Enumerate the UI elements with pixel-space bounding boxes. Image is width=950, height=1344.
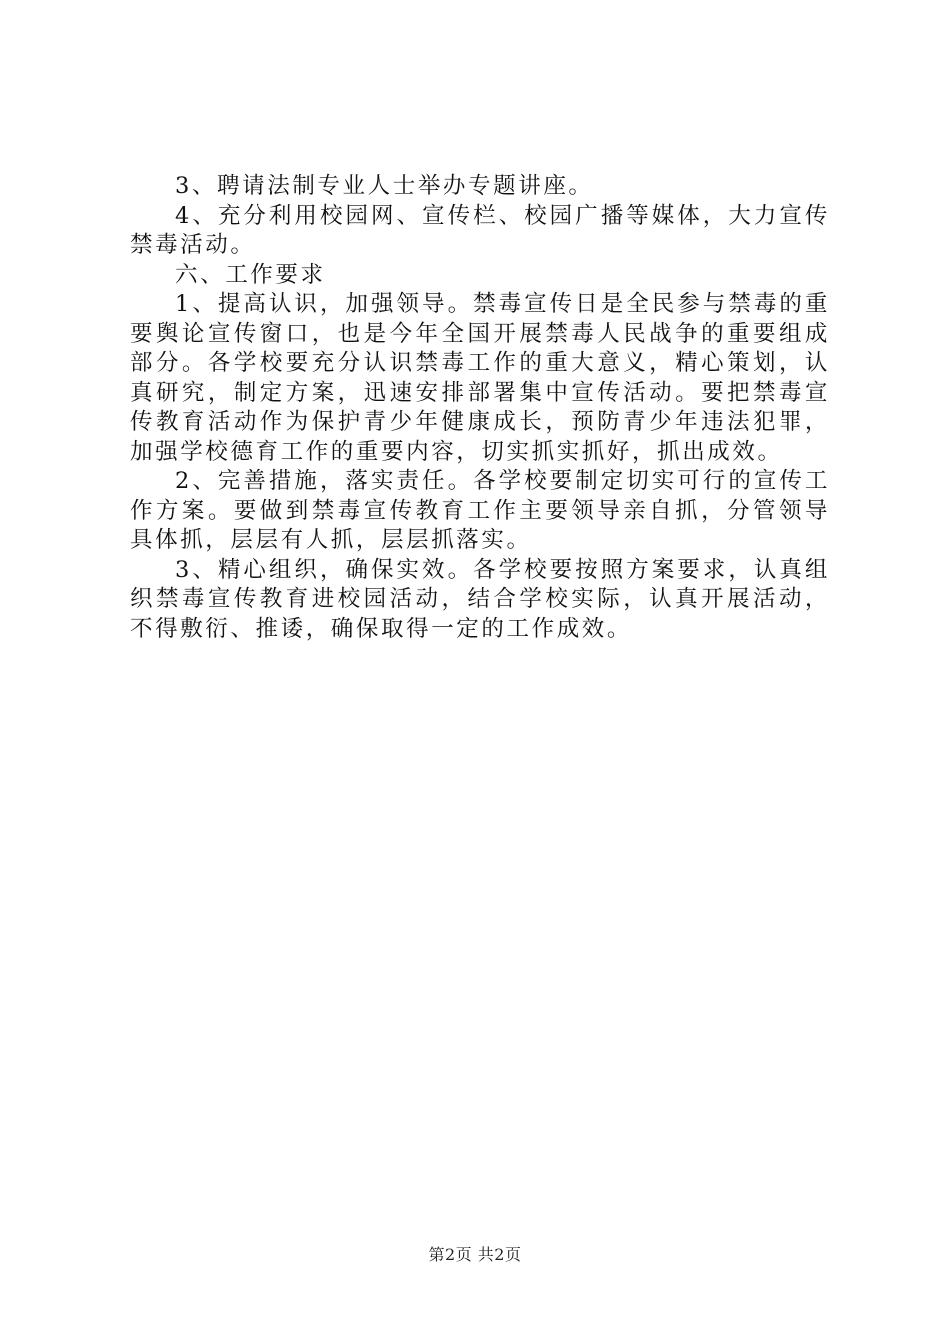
paragraph-requirement-2: 2、完善措施，落实责任。各学校要制定切实可行的宣传工作方案。要做到禁毒宣传教育工作主要领导亲自抓，分管领导具体抓，层层有人抓，层层抓落实。 <box>130 468 830 553</box>
paragraph-requirement-3: 3、精心组织，确保实效。各学校要按照方案要求，认真组织禁毒宣传教育进校园活动，结合学校实际，认真开展活动，不得敷衍、推诿，确保取得一定的工作成效。 <box>130 556 830 642</box>
paragraph-lecture-item: 3、聘请法制专业人士举办专题讲座。 <box>175 173 594 199</box>
paragraph-media-item: 4、充分利用校园网、宣传栏、校园广播等媒体，大力宣传禁毒活动。 <box>130 202 830 258</box>
document-body <box>130 172 830 644</box>
page-number-footer: 第2页 共2页 <box>428 1245 522 1264</box>
paragraph-requirement-1: 1、提高认识，加强领导。禁毒宣传日是全民参与禁毒的重要舆论宣传窗口，也是今年全国开展禁毒人民战争的重要组成部分。各学校要充分认识禁毒工作的重大意义，精心策划，认真研究，制定方案，迅速安排部署集中宣传活动。要把禁毒宣传教育活动作为保护青少年健康成长，预防青少年违法犯罪，加强学校德育工作的重要内容，切实抓实抓好，抓出成效。 <box>130 291 830 465</box>
section-heading-work-requirements: 六、工作要求 <box>175 261 326 288</box>
